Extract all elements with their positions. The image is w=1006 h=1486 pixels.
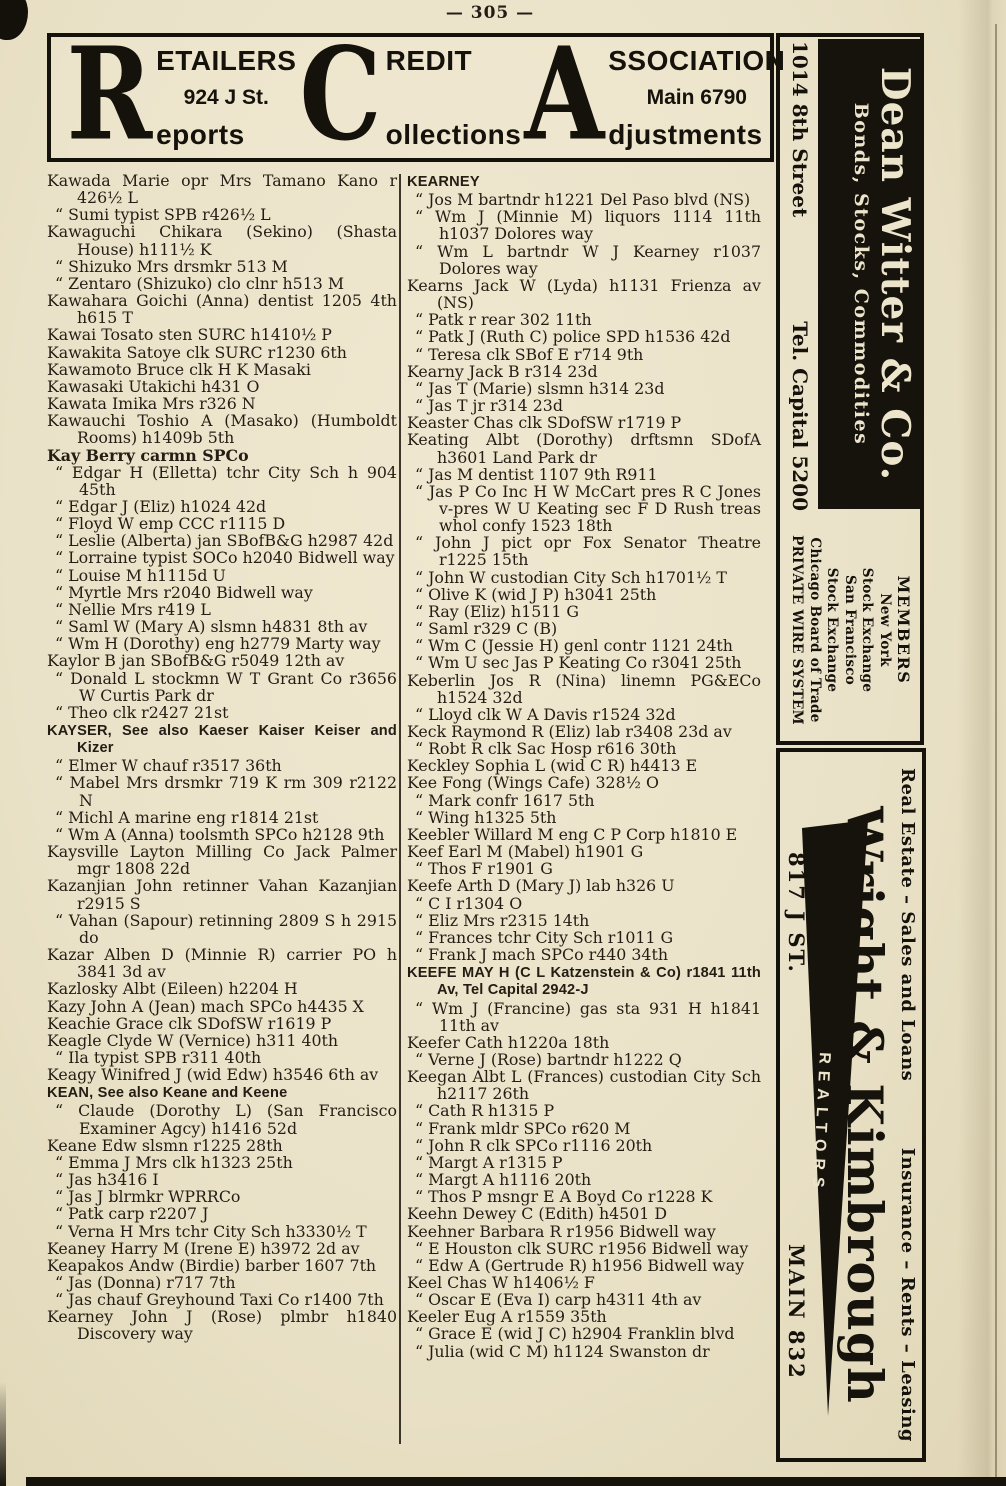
directory-entry: Kay Berry carmn SPCo — [47, 445, 249, 465]
ad-group-adjustments — [521, 20, 786, 170]
directory-entry: “ Jas T jr r314 23d — [415, 396, 563, 416]
directory-entry: Keck Raymond R (Eliz) lab r3408 23d av — [407, 722, 732, 741]
page-number: — 305 — — [445, 3, 535, 23]
directory-entry: “ John W custodian City Sch h1701½ T — [415, 567, 727, 587]
directory-entry: “ Shizuko Mrs drsmkr 513 M — [55, 256, 288, 276]
directory-entry: KEAN, See also Keane and Keene — [47, 1085, 288, 1102]
directory-entry: “ Wm J (Francine) gas sta 931 H h1841 11th av — [415, 998, 761, 1035]
directory-entry: “ Margt A h1116 20th — [415, 1170, 592, 1190]
directory-entry: “ Frances tchr City Sch r1011 G — [415, 927, 674, 947]
page-edge-line — [995, 24, 997, 1478]
ad-phone: Main 6790 — [646, 86, 747, 109]
directory-entry: “ Nellie Mrs r419 L — [55, 599, 211, 619]
directory-entry: “ Robt R clk Sac Hosp r616 30th — [415, 739, 677, 759]
membership-line: San Francisco — [841, 574, 858, 686]
directory-entry: “ Edgar J (Eliz) h1024 42d — [55, 496, 267, 516]
directory-entry: “ Julia (wid C M) h1124 Swanston dr — [415, 1341, 710, 1361]
directory-entry: “ Lorraine typist SOCo h2040 Bidwell way — [55, 548, 395, 568]
directory-entry: Keckley Sophia L (wid C R) h4413 E — [407, 756, 698, 776]
directory-entry: Keane Edw slsmn r1225 28th — [47, 1135, 283, 1155]
directory-entry: “ Louise M h1115d U — [55, 565, 226, 585]
directory-entry: Kawaguchi Chikara (Sekino) (Shasta House) h111½ K — [47, 222, 397, 259]
directory-entry: Kee Fong (Wings Cafe) 328½ O — [407, 773, 659, 793]
directory-entry: “ Ray (Eliz) h1511 G — [415, 601, 580, 621]
directory-column-right — [407, 172, 761, 1360]
dean-witter-firm-name: Dean Witter & Co. — [872, 66, 918, 482]
directory-entry: “ Jos M bartndr h1221 Del Paso blvd (NS) — [415, 190, 751, 210]
directory-entry: “ Theo clk r2427 21st — [55, 702, 229, 722]
directory-entry: “ Frank J mach SPCo r440 34th — [415, 945, 669, 965]
directory-entry: Keapakos Andw (Birdie) barber 1607 7th — [47, 1255, 377, 1275]
directory-entry: “ C I r1304 O — [415, 893, 523, 913]
wright-kimbrough-address: 817 J ST. — [784, 852, 809, 974]
directory-entry: Kazar Alben D (Minnie R) carrier PO h 3841 3d av — [47, 945, 397, 982]
directory-entry: Kawai Tosato sten SURC h1410½ P — [47, 325, 332, 345]
directory-entry: “ Saml W (Mary A) slsmn h4831 8th av — [55, 617, 368, 637]
ad-group-collections — [296, 20, 522, 170]
directory-entry: Keating Albt (Dorothy) drftsmn SDofA h3601 Land Park dr — [407, 430, 761, 467]
word-adjustments: djustments — [608, 118, 763, 150]
directory-entry: “ Wing h1325 5th — [415, 807, 557, 827]
word-association: SSOCIATION — [608, 44, 786, 76]
directory-entry: “ Jas h3416 I — [55, 1170, 159, 1190]
directory-entry: Keaney Harry M (Irene E) h3972 2d av — [47, 1238, 360, 1258]
dean-witter-memberships — [780, 523, 920, 737]
directory-entry: Keberlin Jos R (Nina) linemn PG&ECo h1524 32d — [407, 670, 761, 707]
directory-entry: Keebler Willard M eng C P Corp h1810 E — [407, 824, 738, 844]
page-edge-shadow — [958, 0, 1006, 1486]
directory-entry: KEEFE MAY H (C L Katzenstein & Co) r1841 11th Av, Tel Capital 2942-J — [407, 965, 761, 999]
directory-entry: “ Patk carp r2207 J — [55, 1204, 209, 1224]
directory-entry: “ Thos F r1901 G — [415, 859, 553, 879]
membership-line: Stock Exchange — [824, 567, 841, 693]
directory-entry: “ Edw A (Gertrude R) h1956 Bidwell way — [415, 1255, 745, 1275]
directory-entry: “ Jas (Donna) r717 7th — [55, 1273, 236, 1292]
directory-entry: “ Edgar H (Elletta) tchr City Sch h 904 45th — [55, 462, 397, 499]
scan-corner-artifact — [0, 0, 28, 40]
wright-kimbrough-tagline-insurance: Insurance – Rents – Leasing — [897, 1147, 918, 1442]
directory-entry: “ Jas chauf Greyhound Taxi Co r1400 7th — [55, 1290, 384, 1310]
dean-witter-ad — [776, 33, 924, 745]
directory-entry: Kearny Jack B r314 23d — [407, 361, 598, 381]
dean-witter-phone: Tel. Capital 5200 — [788, 321, 812, 511]
membership-line: Chicago Board of Trade — [806, 537, 823, 723]
directory-entry: “ Thos P msngr E A Boyd Co r1228 K — [415, 1187, 713, 1207]
directory-entry: “ Grace E (wid J C) h2904 Franklin blvd — [415, 1324, 735, 1344]
directory-entry: “ E Houston clk SURC r1956 Bidwell way — [415, 1238, 749, 1258]
directory-entry: Keel Chas W h1406½ F — [407, 1273, 595, 1292]
word-credit: REDIT — [385, 44, 473, 76]
directory-entry: “ Leslie (Alberta) jan SBofB&G h2987 42d — [55, 531, 394, 551]
directory-entry: “ Donald L stockmn W T Grant Co r3656 W Curtis Park dr — [55, 668, 397, 705]
directory-entry: Kawada Marie opr Mrs Tamano Kano r 426½ L — [47, 171, 397, 208]
directory-entry: Keehn Dewey C (Edith) h4501 D — [407, 1204, 668, 1224]
directory-entry: “ Cath R h1315 P — [415, 1101, 555, 1121]
word-retailers: ETAILERS — [156, 44, 297, 76]
directory-entry: “ Mabel Mrs drsmkr 719 K rm 309 r2122 N — [55, 773, 397, 810]
membership-line: PRIVATE WIRE SYSTEM — [789, 535, 806, 725]
wright-kimbrough-phone: MAIN 832 — [784, 1244, 809, 1380]
directory-entry: “ Wm U sec Jas P Keating Co r3041 25th — [415, 653, 742, 673]
directory-entry: Kawauchi Toshio A (Masako) (Humboldt Rooms) h1409b 5th — [47, 411, 397, 448]
directory-column-left — [47, 172, 397, 1343]
directory-entry: “ Wm H (Dorothy) eng h2779 Marty way — [55, 634, 381, 654]
directory-entry: “ Michl A marine eng r1814 21st — [55, 807, 319, 827]
directory-entry: “ Wm C (Jessie H) genl contr 1121 24th — [415, 636, 733, 656]
membership-line: New York — [876, 593, 893, 667]
directory-entry: Keehner Barbara R r1956 Bidwell way — [407, 1221, 716, 1241]
directory-entry: “ Jas P Co Inc H W McCart pres R C Jones v-pres W U Keating sec F D Rush treas whol confy 1523 18th — [415, 481, 761, 536]
directory-entry: “ Jas J blrmkr WPRRCo — [55, 1187, 241, 1207]
directory-entry: “ John J pict opr Fox Senator Theatre r1225 15th — [415, 533, 761, 570]
directory-entry: KAYSER, See also Kaeser Kaiser Keiser and Kizer — [47, 723, 397, 757]
membership-line: Stock Exchange — [859, 567, 876, 693]
scan-left-edge-artifact — [0, 1382, 6, 1486]
directory-entry: KEARNEY — [407, 174, 480, 190]
directory-entry: Kaysville Layton Milling Co Jack Palmer mgr 1808 22d — [47, 842, 397, 879]
dean-witter-nameplate — [818, 39, 920, 509]
directory-entry: Kazlosky Albt (Eileen) h2204 H — [47, 979, 298, 999]
directory-entry: “ Jas M dentist 1107 9th R911 — [415, 464, 658, 484]
word-collections: ollections — [385, 118, 522, 150]
directory-entry: Keachie Grace clk SDofSW r1619 P — [47, 1013, 332, 1033]
directory-entry: Kazy John A (Jean) mach SPCo h4435 X — [47, 996, 364, 1016]
directory-entry: “ Wm J (Minnie M) liquors 1114 11th h1037 Dolores way — [415, 207, 761, 244]
dean-witter-services: Bonds, Stocks, Commodities — [850, 102, 873, 446]
dean-witter-address: 1014 8th Street — [788, 41, 812, 218]
directory-entry: “ Patk J (Ruth C) police SPD h1536 42d — [415, 327, 731, 347]
directory-entry: “ Lloyd clk W A Davis r1524 32d — [415, 704, 676, 724]
directory-entry: Keegan Albt L (Frances) custodian City Sch h2117 26th — [407, 1067, 761, 1104]
directory-entry: “ Verna H Mrs tchr City Sch h3330½ T — [55, 1221, 367, 1241]
directory-entry: “ Wm A (Anna) toolsmth SPCo h2128 9th — [55, 824, 385, 844]
directory-entry: Keagy Winifred J (wid Edw) h3546 6th av — [47, 1065, 379, 1085]
directory-entry: Kazanjian John retinner Vahan Kazanjian r2915 S — [47, 876, 397, 913]
directory-entry: Keefe Arth D (Mary J) lab h326 U — [407, 876, 675, 896]
big-letter-c: C — [299, 20, 380, 170]
directory-entry: “ Wm L bartndr W J Kearney r1037 Dolores way — [415, 241, 761, 278]
wright-kimbrough-ad — [776, 748, 926, 1462]
scan-bottom-edge — [26, 1477, 1006, 1486]
directory-entry: Kearney John J (Rose) plmbr h1840 Discovery way — [47, 1307, 397, 1344]
big-letter-r: R — [66, 20, 150, 170]
directory-entry: “ Elmer W chauf r3517 36th — [55, 756, 282, 776]
directory-entry: Kaylor B jan SBofB&G r5049 12th av — [47, 651, 345, 671]
directory-entry: “ Eliz Mrs r2315 14th — [415, 910, 590, 930]
directory-entry: Keaster Chas clk SDofSW r1719 P — [407, 413, 682, 433]
directory-entry: “ Vahan (Sapour) retinning 2809 S h 2915 do — [55, 910, 397, 947]
directory-entry: “ Oscar E (Eva I) carp h4311 4th av — [415, 1290, 702, 1310]
directory-entry: Kawasaki Utakichi h431 O — [47, 376, 260, 396]
membership-line: MEMBERS — [894, 575, 914, 685]
directory-entry: “ Claude (Dorothy L) (San Francisco Examiner Agcy) h1416 52d — [55, 1101, 397, 1138]
wright-kimbrough-firm-name: Wright & Kimbrough — [836, 806, 894, 1404]
directory-entry: “ Verne J (Rose) bartndr h1222 Q — [415, 1049, 682, 1069]
directory-entry: “ Margt A r1315 P — [415, 1152, 563, 1172]
directory-entry: “ John R clk SPCo r1116 20th — [415, 1135, 653, 1155]
column-divider-rule — [399, 174, 401, 1444]
directory-entry: Kawata Imika Mrs r326 N — [47, 394, 256, 414]
directory-entry: “ Saml r329 C (B) — [415, 619, 558, 639]
directory-entry: “ Jas T (Marie) slsmn h314 23d — [415, 378, 665, 398]
directory-entry: “ Ila typist SPB r311 40th — [55, 1047, 262, 1067]
realtors-label: REALTORS — [808, 1051, 833, 1196]
directory-entry: “ Olive K (wid J P) h3041 25th — [415, 584, 657, 604]
directory-entry: Keef Earl M (Mabel) h1901 G — [407, 842, 644, 862]
directory-entry: “ Frank mldr SPCo r620 M — [415, 1118, 631, 1138]
big-letter-a: A — [524, 20, 602, 170]
directory-entry: “ Zentaro (Shizuko) clo clnr h513 M — [55, 273, 345, 293]
directory-entry: Keeler Eug A r1559 35th — [407, 1307, 607, 1327]
directory-entry: “ Patk r rear 302 11th — [415, 310, 592, 330]
directory-entry: Kawamoto Bruce clk H K Masaki — [47, 359, 311, 379]
wright-kimbrough-tagline-real-estate: Real Estate – Sales and Loans — [897, 768, 918, 1082]
directory-entry: Keagle Clyde W (Vernice) h311 40th — [47, 1030, 339, 1050]
directory-entry: “ Emma J Mrs clk h1323 25th — [55, 1152, 293, 1172]
directory-entry: “ Sumi typist SPB r426½ L — [55, 205, 271, 225]
directory-entry: Keefer Cath h1220a 18th — [407, 1032, 610, 1052]
directory-entry: “ Myrtle Mrs r2040 Bidwell way — [55, 582, 313, 602]
directory-entry: Kawakita Satoye clk SURC r1230 6th — [47, 342, 347, 362]
directory-entry: Kawahara Goichi (Anna) dentist 1205 4th h615 T — [47, 291, 397, 328]
ad-group-reports — [63, 20, 297, 170]
retailers-credit-association-ad — [47, 20, 786, 170]
directory-entry: “ Floyd W emp CCC r1115 D — [55, 514, 286, 534]
directory-entry: “ Teresa clk SBof E r714 9th — [415, 344, 644, 364]
ad-address: 924 J St. — [183, 86, 269, 109]
word-reports: eports — [156, 118, 245, 150]
directory-entry: “ Mark confr 1617 5th — [415, 790, 595, 810]
directory-entry: Kearns Jack W (Lyda) h1131 Frienza av (NS) — [407, 275, 761, 313]
